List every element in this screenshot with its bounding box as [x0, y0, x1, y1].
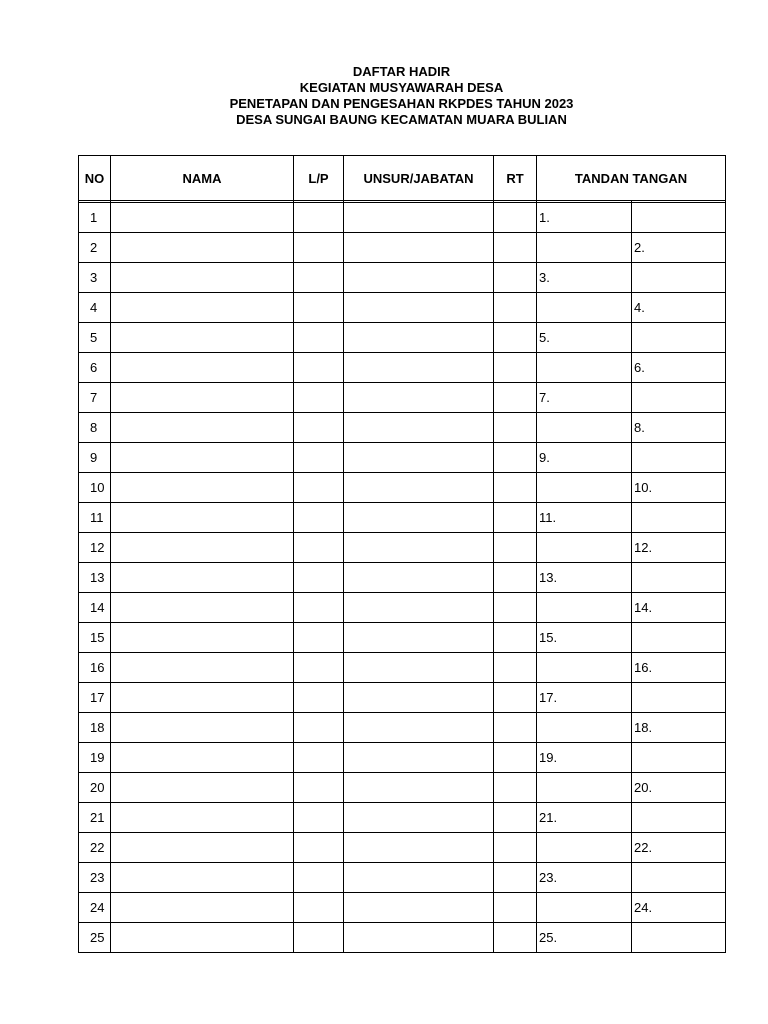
cell-lp [294, 773, 344, 803]
cell-no: 4 [79, 293, 111, 323]
cell-nama [111, 713, 294, 743]
cell-signature-left [537, 413, 632, 443]
cell-signature-left: 7. [537, 383, 632, 413]
table-row [79, 353, 726, 383]
cell-unsur-jabatan [344, 623, 494, 653]
cell-unsur-jabatan [344, 743, 494, 773]
cell-lp [294, 443, 344, 473]
cell-rt [494, 263, 537, 293]
cell-signature-right [632, 683, 726, 713]
cell-signature-right [632, 323, 726, 353]
cell-nama [111, 563, 294, 593]
cell-rt [494, 803, 537, 833]
cell-lp [294, 683, 344, 713]
cell-signature-right [632, 623, 726, 653]
cell-nama [111, 863, 294, 893]
cell-unsur-jabatan [344, 353, 494, 383]
cell-signature-left [537, 773, 632, 803]
table-row [79, 863, 726, 893]
cell-rt [494, 383, 537, 413]
cell-rt [494, 203, 537, 233]
header-nama: NAMA [111, 156, 294, 201]
cell-nama [111, 743, 294, 773]
cell-signature-left: 15. [537, 623, 632, 653]
cell-no: 5 [79, 323, 111, 353]
cell-signature-right [632, 203, 726, 233]
attendance-table [78, 155, 726, 953]
cell-signature-left: 17. [537, 683, 632, 713]
header-lp: L/P [294, 156, 344, 201]
cell-no: 14 [79, 593, 111, 623]
cell-unsur-jabatan [344, 263, 494, 293]
cell-lp [294, 893, 344, 923]
cell-unsur-jabatan [344, 683, 494, 713]
cell-signature-left: 5. [537, 323, 632, 353]
cell-nama [111, 803, 294, 833]
cell-nama [111, 203, 294, 233]
table-row [79, 833, 726, 863]
table-row [79, 323, 726, 353]
cell-signature-left: 21. [537, 803, 632, 833]
cell-unsur-jabatan [344, 383, 494, 413]
cell-unsur-jabatan [344, 473, 494, 503]
cell-lp [294, 533, 344, 563]
cell-lp [294, 383, 344, 413]
cell-signature-left [537, 533, 632, 563]
document-title [0, 64, 768, 128]
cell-no: 2 [79, 233, 111, 263]
cell-unsur-jabatan [344, 533, 494, 563]
cell-rt [494, 323, 537, 353]
cell-rt [494, 353, 537, 383]
cell-signature-left [537, 593, 632, 623]
cell-rt [494, 653, 537, 683]
cell-nama [111, 443, 294, 473]
table-row [79, 803, 726, 833]
table-body [79, 201, 726, 953]
cell-lp [294, 473, 344, 503]
cell-no: 1 [79, 203, 111, 233]
cell-nama [111, 383, 294, 413]
cell-signature-left: 23. [537, 863, 632, 893]
cell-signature-left [537, 473, 632, 503]
cell-signature-left: 1. [537, 203, 632, 233]
cell-signature-right: 24. [632, 893, 726, 923]
cell-rt [494, 503, 537, 533]
cell-lp [294, 593, 344, 623]
cell-unsur-jabatan [344, 593, 494, 623]
cell-lp [294, 803, 344, 833]
header-row [79, 156, 726, 201]
cell-no: 17 [79, 683, 111, 713]
table-row [79, 563, 726, 593]
cell-rt [494, 233, 537, 263]
cell-unsur-jabatan [344, 893, 494, 923]
cell-nama [111, 773, 294, 803]
cell-no: 7 [79, 383, 111, 413]
table-row [79, 233, 726, 263]
cell-signature-left [537, 653, 632, 683]
cell-signature-left: 13. [537, 563, 632, 593]
table-row [79, 533, 726, 563]
cell-rt [494, 533, 537, 563]
cell-lp [294, 413, 344, 443]
cell-signature-right [632, 443, 726, 473]
table-row [79, 893, 726, 923]
cell-no: 11 [79, 503, 111, 533]
cell-signature-left: 9. [537, 443, 632, 473]
cell-nama [111, 263, 294, 293]
cell-unsur-jabatan [344, 293, 494, 323]
cell-unsur-jabatan [344, 203, 494, 233]
table-row [79, 503, 726, 533]
cell-signature-right: 18. [632, 713, 726, 743]
cell-no: 21 [79, 803, 111, 833]
cell-rt [494, 743, 537, 773]
title-line-3: PENETAPAN DAN PENGESAHAN RKPDES TAHUN 2023 [229, 96, 574, 111]
cell-signature-right: 22. [632, 833, 726, 863]
cell-rt [494, 623, 537, 653]
table-row [79, 443, 726, 473]
cell-unsur-jabatan [344, 833, 494, 863]
cell-no: 18 [79, 713, 111, 743]
cell-signature-right: 8. [632, 413, 726, 443]
title-line-1: DAFTAR HADIR [352, 64, 451, 79]
cell-lp [294, 833, 344, 863]
table-row [79, 653, 726, 683]
table-row [79, 383, 726, 413]
cell-signature-right [632, 923, 726, 953]
table-row [79, 683, 726, 713]
cell-rt [494, 713, 537, 743]
cell-signature-left [537, 233, 632, 263]
cell-signature-right: 14. [632, 593, 726, 623]
table-row [79, 623, 726, 653]
cell-unsur-jabatan [344, 563, 494, 593]
cell-signature-right [632, 803, 726, 833]
header-rt: RT [494, 156, 537, 201]
cell-no: 3 [79, 263, 111, 293]
cell-nama [111, 473, 294, 503]
cell-signature-left [537, 893, 632, 923]
table-row [79, 293, 726, 323]
cell-rt [494, 563, 537, 593]
cell-nama [111, 653, 294, 683]
table-row [79, 593, 726, 623]
header-no: NO [79, 156, 111, 201]
table-row [79, 743, 726, 773]
cell-lp [294, 263, 344, 293]
cell-rt [494, 833, 537, 863]
table-row [79, 413, 726, 443]
cell-signature-left: 25. [537, 923, 632, 953]
header-unsur-jabatan: UNSUR/JABATAN [344, 156, 494, 201]
cell-nama [111, 683, 294, 713]
cell-nama [111, 593, 294, 623]
cell-nama [111, 923, 294, 953]
cell-no: 25 [79, 923, 111, 953]
cell-no: 16 [79, 653, 111, 683]
cell-lp [294, 233, 344, 263]
cell-unsur-jabatan [344, 713, 494, 743]
cell-lp [294, 863, 344, 893]
cell-signature-left: 11. [537, 503, 632, 533]
cell-unsur-jabatan [344, 773, 494, 803]
cell-signature-left: 19. [537, 743, 632, 773]
cell-no: 6 [79, 353, 111, 383]
cell-lp [294, 563, 344, 593]
cell-no: 19 [79, 743, 111, 773]
cell-rt [494, 473, 537, 503]
cell-nama [111, 233, 294, 263]
cell-unsur-jabatan [344, 413, 494, 443]
cell-no: 23 [79, 863, 111, 893]
cell-lp [294, 653, 344, 683]
cell-rt [494, 293, 537, 323]
cell-signature-left [537, 293, 632, 323]
table-row [79, 923, 726, 953]
cell-signature-right [632, 263, 726, 293]
cell-signature-left [537, 713, 632, 743]
cell-lp [294, 203, 344, 233]
cell-signature-right [632, 743, 726, 773]
cell-no: 12 [79, 533, 111, 563]
cell-unsur-jabatan [344, 653, 494, 683]
cell-signature-right [632, 503, 726, 533]
cell-signature-left: 3. [537, 263, 632, 293]
cell-signature-right: 2. [632, 233, 726, 263]
cell-no: 13 [79, 563, 111, 593]
cell-signature-right [632, 863, 726, 893]
cell-no: 10 [79, 473, 111, 503]
cell-rt [494, 893, 537, 923]
cell-signature-right: 12. [632, 533, 726, 563]
cell-signature-left [537, 833, 632, 863]
cell-signature-right [632, 383, 726, 413]
cell-nama [111, 413, 294, 443]
cell-lp [294, 293, 344, 323]
cell-no: 22 [79, 833, 111, 863]
cell-nama [111, 503, 294, 533]
cell-signature-right [632, 563, 726, 593]
cell-rt [494, 443, 537, 473]
cell-signature-right: 6. [632, 353, 726, 383]
cell-unsur-jabatan [344, 863, 494, 893]
cell-lp [294, 323, 344, 353]
cell-signature-right: 10. [632, 473, 726, 503]
cell-no: 8 [79, 413, 111, 443]
table-row [79, 203, 726, 233]
cell-lp [294, 713, 344, 743]
table-row [79, 773, 726, 803]
cell-unsur-jabatan [344, 443, 494, 473]
cell-signature-right: 16. [632, 653, 726, 683]
cell-signature-right: 4. [632, 293, 726, 323]
cell-lp [294, 623, 344, 653]
table-row [79, 713, 726, 743]
cell-rt [494, 683, 537, 713]
cell-unsur-jabatan [344, 233, 494, 263]
cell-rt [494, 863, 537, 893]
cell-unsur-jabatan [344, 803, 494, 833]
header-tanda-tangan: TANDAN TANGAN [537, 156, 726, 201]
cell-no: 24 [79, 893, 111, 923]
cell-nama [111, 353, 294, 383]
cell-nama [111, 323, 294, 353]
cell-rt [494, 923, 537, 953]
title-line-2: KEGIATAN MUSYAWARAH DESA [299, 80, 504, 95]
cell-lp [294, 353, 344, 383]
cell-lp [294, 923, 344, 953]
cell-unsur-jabatan [344, 923, 494, 953]
cell-nama [111, 533, 294, 563]
cell-rt [494, 593, 537, 623]
cell-no: 9 [79, 443, 111, 473]
table-row [79, 473, 726, 503]
cell-signature-right: 20. [632, 773, 726, 803]
cell-nama [111, 893, 294, 923]
cell-unsur-jabatan [344, 503, 494, 533]
cell-no: 20 [79, 773, 111, 803]
cell-lp [294, 503, 344, 533]
cell-signature-left [537, 353, 632, 383]
cell-nama [111, 833, 294, 863]
cell-nama [111, 623, 294, 653]
cell-nama [111, 293, 294, 323]
cell-unsur-jabatan [344, 323, 494, 353]
title-line-4: DESA SUNGAI BAUNG KECAMATAN MUARA BULIAN [236, 112, 567, 127]
cell-rt [494, 773, 537, 803]
table-row [79, 263, 726, 293]
cell-rt [494, 413, 537, 443]
cell-lp [294, 743, 344, 773]
cell-no: 15 [79, 623, 111, 653]
